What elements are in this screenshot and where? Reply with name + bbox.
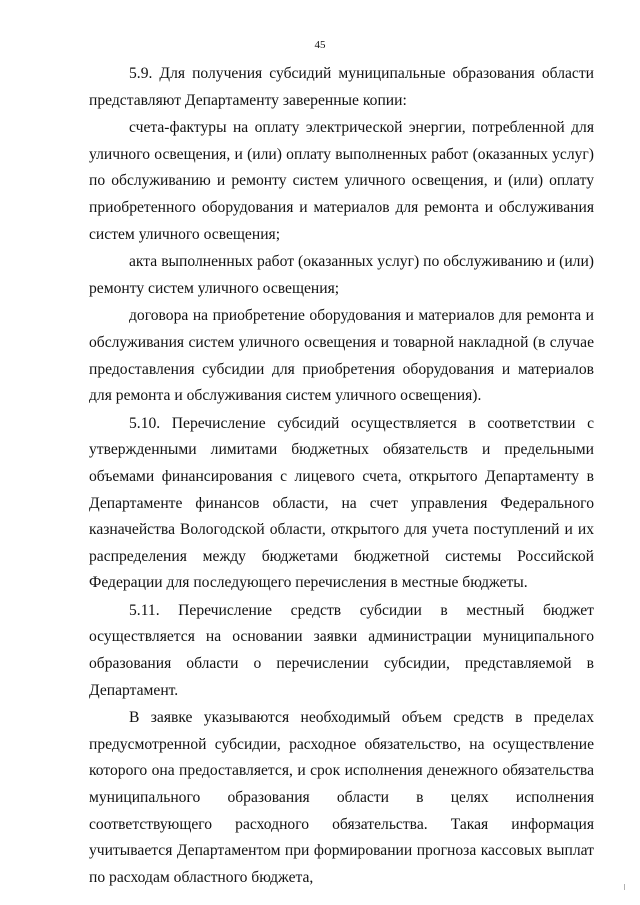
paragraph-invoices: счета-фактуры на оплату электрической энергии, потребленной для уличного освещения, и (или) оплату выполненных работ (оказанных услуг) по обслуживанию и ремонту систем уличного освещения, и (или) оплату приобретенного оборудования и материалов для ремонта и обслуживания систем уличного освещения; [89,119,594,243]
paragraph-acts: акта выполненных работ (оказанных услуг) по обслуживанию и (или) ремонту систем уличного освещения; [89,253,594,297]
paragraph-5-10: 5.10. Перечисление субсидий осуществляется в соответствии с утвержденными лимитами бюджетных обязательств и предельными объемами финансирования с лицевого счета, открытого Департаменту в Департаменте финансов области, на счет управления Федерального казначейства Вологодской области, открытого для учета поступлений и их распределения между бюджетами бюджетной системы Российской Федерации для последующего перечисления в местные бюджеты. [89,414,594,592]
document-body [89,61,594,891]
paragraph-5-9: 5.9. Для получения субсидий муниципальные образования области представляют Департаменту заверенные копии: [89,65,594,109]
paragraph-contracts: договора на приобретение оборудования и материалов для ремонта и обслуживания систем уличного освещения и товарной накладной (в случае предоставления субсидии для приобретения оборудования и материалов для ремонта и обслуживания систем уличного освещения). [89,307,594,405]
paragraph-5-11: 5.11. Перечисление средств субсидии в местный бюджет осуществляется на основании заявки администрации муниципального образования области о перечислении субсидии, представляемой в Департамент. [89,601,594,699]
page-number: 45 [314,39,326,51]
scan-margin-mark [624,884,625,890]
paragraph-application: В заявке указываются необходимый объем средств в пределах предусмотренной субсидии, расходное обязательство, на осуществление которого она предоставляется, и срок исполнения денежного обязательства муниципального образования области в целях исполнения соответствующего расходного обязательства. Такая информация учитывается Департаментом при формировании прогноза кассовых выплат по расходам областного бюджета, [89,709,594,886]
